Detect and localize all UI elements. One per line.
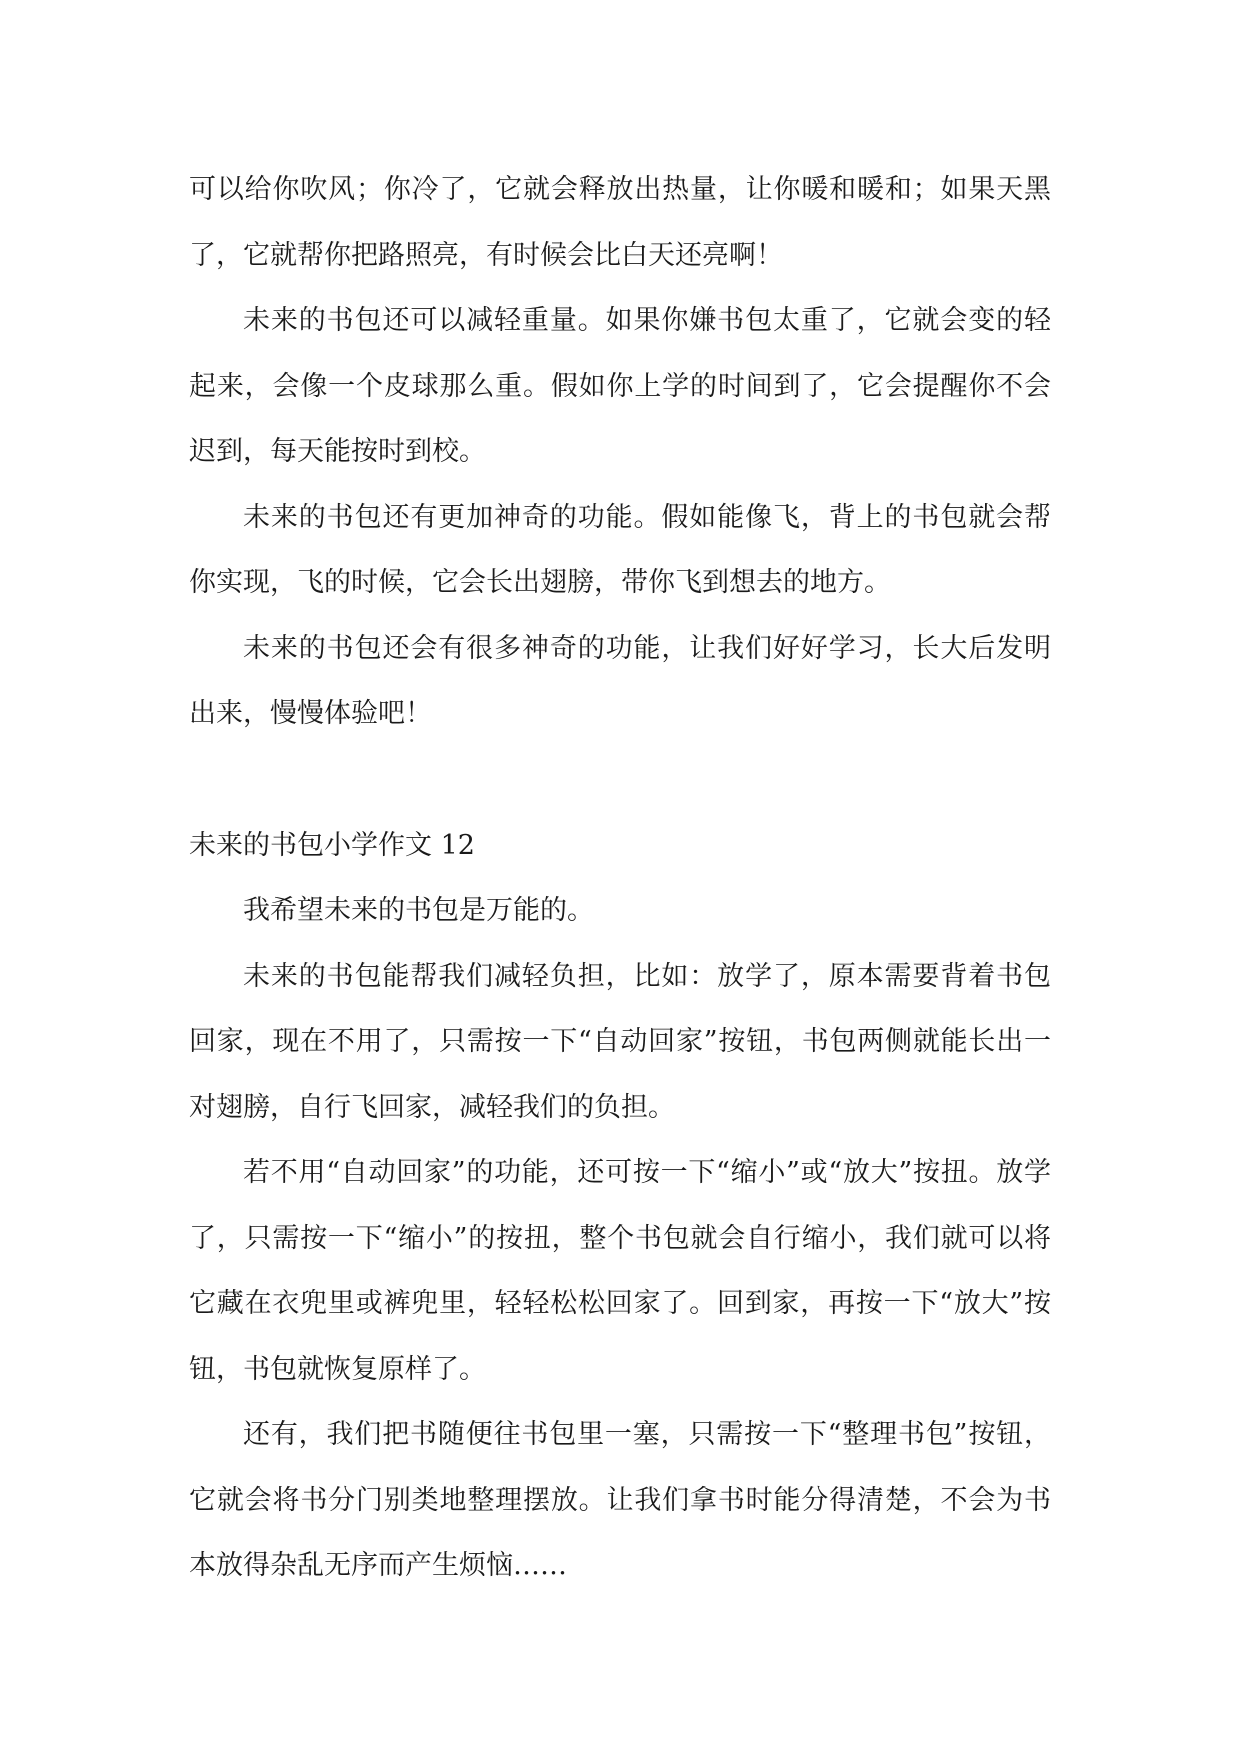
- essay-paragraph-2: 未来的书包能帮我们减轻负担，比如：放学了，原本需要背着书包回家，现在不用了，只需按一下“自动回家”按钮，书包两侧就能长出一对翅膀，自行飞回家，减轻我们的负担。: [189, 960, 1051, 1123]
- essay-paragraph-1: 我希望未来的书包是万能的。: [243, 895, 594, 926]
- continuation-paragraph-3: 未来的书包还有更加神奇的功能。假如能像飞，背上的书包就会帮你实现，飞的时候，它会长出翅膀，带你飞到想去的地方。: [189, 501, 1051, 598]
- essay-title: 未来的书包小学作文 12: [189, 829, 475, 861]
- essay-paragraph-4: 还有，我们把书随便往书包里一塞，只需按一下“整理书包”按钮，它就会将书分门别类地整理摆放。让我们拿书时能分得清楚，不会为书本放得杂乱无序而产生烦恼……: [189, 1419, 1051, 1581]
- continuation-paragraph-1: 可以给你吹风；你冷了，它就会释放出热量，让你暖和暖和；如果天黑了，它就帮你把路照亮，有时候会比白天还亮啊！: [189, 174, 1051, 271]
- document-body: [189, 157, 1051, 1599]
- continuation-paragraph-2: 未来的书包还可以减轻重量。如果你嫌书包太重了，它就会变的轻起来，会像一个皮球那么重。假如你上学的时间到了，它会提醒你不会迟到，每天能按时到校。: [189, 305, 1051, 467]
- continuation-paragraph-4: 未来的书包还会有很多神奇的功能，让我们好好学习，长大后发明出来，慢慢体验吧！: [189, 632, 1051, 729]
- essay-paragraph-3: 若不用“自动回家”的功能，还可按一下“缩小”或“放大”按扭。放学了，只需按一下“缩小”的按扭，整个书包就会自行缩小，我们就可以将它藏在衣兜里或裤兜里，轻轻松松回家了。回到家，再按一下“放大”按钮，书包就恢复原样了。: [189, 1157, 1051, 1385]
